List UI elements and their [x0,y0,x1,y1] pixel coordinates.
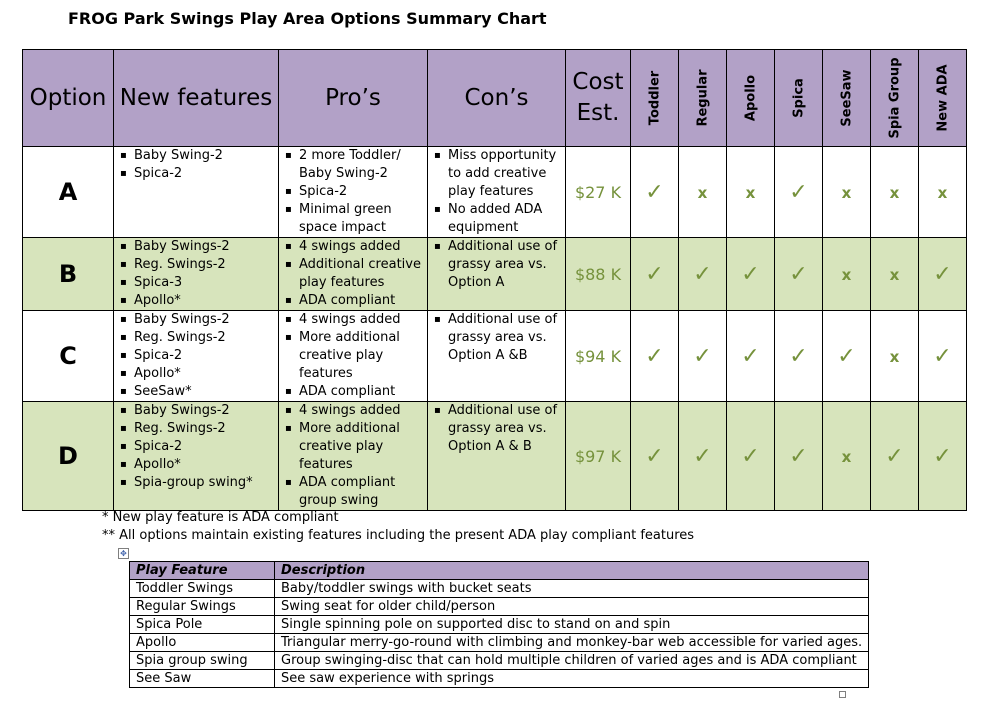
list-item: ▪ 2 more Toddler/ Baby Swing-2 [299,147,427,183]
option-row-b [23,238,967,311]
list-item: ▪ ADA compliant [299,292,427,310]
checkmark-icon: ✓ [693,443,712,469]
options-summary-table [22,49,967,511]
checkmark-icon: ✓ [693,343,712,369]
mark-seesaw [823,147,871,238]
checkmark-icon: ✓ [645,343,664,369]
cost-estimate: $27 K [566,147,631,238]
checkmark-icon: ✓ [933,261,952,287]
mark-apollo [727,238,775,311]
header-apollo: Apollo [727,50,775,147]
option-row-a [23,147,967,238]
option-label: A [23,147,114,238]
features-cell [114,311,279,402]
list-item: ▪ ADA compliant [299,383,427,401]
list-item: ▪ Baby Swings-2 [134,238,278,256]
desc-feature: Apollo [130,634,275,652]
mark-spica [775,402,823,511]
x-mark-icon: x [841,447,852,466]
table-row [130,580,869,598]
x-mark-icon: x [697,183,708,202]
x-mark-icon: x [841,265,852,284]
checkmark-icon: ✓ [789,261,808,287]
checkmark-icon: ✓ [789,179,808,205]
mark-toddler [631,311,679,402]
checkmark-icon: ✓ [885,443,904,469]
option-label: B [23,238,114,311]
mark-seesaw [823,402,871,511]
option-row-c [23,311,967,402]
features-cell [114,147,279,238]
list-item: ▪ Additional use of grassy area vs. Option A & B [448,402,565,456]
table-row [130,652,869,670]
list-item: ▪ Spica-2 [299,183,427,201]
mark-seesaw [823,238,871,311]
footnote-existing: ** All options maintain existing features including the present ADA play compliant features [102,528,695,543]
desc-feature: Spica Pole [130,616,275,634]
list-item: ▪ Spica-2 [134,347,278,365]
list-item: ▪ Spica-3 [134,274,278,292]
list-item: ▪ ADA compliant group swing [299,474,427,510]
header-new-features: New features [114,50,279,147]
mark-toddler [631,238,679,311]
desc-text: See saw experience with springs [275,670,869,688]
list-item: ▪ Spica-2 [134,438,278,456]
cost-estimate: $94 K [566,311,631,402]
checkmark-icon: ✓ [645,261,664,287]
x-mark-icon: x [937,183,948,202]
list-item: ▪ Additional use of grassy area vs. Option A [448,238,565,292]
table-row [130,634,869,652]
cost-estimate: $97 K [566,402,631,511]
mark-spia-group [871,147,919,238]
checkmark-icon: ✓ [933,343,952,369]
list-item: ▪ Additional use of grassy area vs. Option A &B [448,311,565,365]
header-spica: Spica [775,50,823,147]
cons-cell [428,402,566,511]
cons-cell [428,238,566,311]
mark-new-ada [919,238,967,311]
table-row [130,616,869,634]
mark-apollo [727,402,775,511]
mark-toddler [631,147,679,238]
desc-text: Single spinning pole on supported disc to stand on and spin [275,616,869,634]
list-item: ▪ Baby Swings-2 [134,402,278,420]
mark-spia-group [871,402,919,511]
checkmark-icon: ✓ [645,179,664,205]
mark-spia-group [871,311,919,402]
page-title: FROG Park Swings Play Area Options Summary Chart [68,9,547,28]
list-item: ▪ 4 swings added [299,402,427,420]
mark-apollo [727,147,775,238]
list-item: ▪ Reg. Swings-2 [134,329,278,347]
desc-text: Group swinging-disc that can hold multiple children of varied ages and is ADA compliant [275,652,869,670]
mark-spica [775,238,823,311]
header-option: Option [23,50,114,147]
header-pros: Pro’s [279,50,428,147]
footnotes [102,509,694,545]
table-move-handle-icon[interactable]: ✥ [118,548,129,559]
checkmark-icon: ✓ [741,261,760,287]
desc-text: Baby/toddler swings with bucket seats [275,580,869,598]
desc-header-description: Description [275,562,869,580]
mark-spica [775,147,823,238]
list-item: ▪ Reg. Swings-2 [134,256,278,274]
x-mark-icon: x [745,183,756,202]
play-feature-description-table [129,561,869,688]
header-row [23,50,967,147]
list-item: ▪ Baby Swings-2 [134,311,278,329]
list-item: ▪ No added ADA equipment [448,201,565,237]
header-cost-line1: Cost [572,69,624,95]
mark-spica [775,311,823,402]
pros-cell [279,147,428,238]
list-item: ▪ Minimal green space impact [299,201,427,237]
mark-new-ada [919,311,967,402]
x-mark-icon: x [889,183,900,202]
header-cost [566,50,631,147]
header-regular: Regular [679,50,727,147]
list-item: ▪ 4 swings added [299,238,427,256]
mark-new-ada [919,402,967,511]
x-mark-icon: x [889,347,900,366]
list-item: ▪ Apollo* [134,456,278,474]
cons-cell [428,147,566,238]
list-item: ▪ Additional creative play features [299,256,427,292]
pros-cell [279,238,428,311]
header-new-ada: New ADA [919,50,967,147]
features-cell [114,402,279,511]
checkmark-icon: ✓ [789,443,808,469]
header-toddler: Toddler [631,50,679,147]
header-cost-line2: Est. [576,100,620,126]
option-label: D [23,402,114,511]
list-item: ▪ More additional creative play features [299,329,427,383]
list-item: ▪ Apollo* [134,365,278,383]
desc-feature: Toddler Swings [130,580,275,598]
desc-feature: Regular Swings [130,598,275,616]
pros-cell [279,311,428,402]
mark-regular [679,311,727,402]
checkmark-icon: ✓ [645,443,664,469]
desc-header-feature: Play Feature [130,562,275,580]
cons-cell [428,311,566,402]
list-item: ▪ SeeSaw* [134,383,278,401]
checkmark-icon: ✓ [933,443,952,469]
list-item: ▪ Spica-2 [134,165,278,183]
list-item: ▪ More additional creative play features [299,420,427,474]
mark-regular [679,147,727,238]
list-item: ▪ Spia-group swing* [134,474,278,492]
table-row [130,598,869,616]
cost-estimate: $88 K [566,238,631,311]
header-seesaw: SeeSaw [823,50,871,147]
header-spia-group: Spia Group [871,50,919,147]
checkmark-icon: ✓ [741,443,760,469]
list-item: ▪ Miss opportunity to add creative play features [448,147,565,201]
desc-header-row [130,562,869,580]
desc-text: Triangular merry-go-round with climbing and monkey-bar web accessible for varied ages. [275,634,869,652]
features-cell [114,238,279,311]
option-label: C [23,311,114,402]
footnote-ada: * New play feature is ADA compliant [102,510,339,525]
list-item: ▪ Apollo* [134,292,278,310]
desc-text: Swing seat for older child/person [275,598,869,616]
desc-feature: See Saw [130,670,275,688]
checkmark-icon: ✓ [837,343,856,369]
mark-toddler [631,402,679,511]
mark-new-ada [919,147,967,238]
checkmark-icon: ✓ [693,261,712,287]
mark-regular [679,238,727,311]
list-item: ▪ Reg. Swings-2 [134,420,278,438]
checkmark-icon: ✓ [789,343,808,369]
header-cons: Con’s [428,50,566,147]
mark-spia-group [871,238,919,311]
table-row [130,670,869,688]
table-resize-handle[interactable] [839,691,846,698]
checkmark-icon: ✓ [741,343,760,369]
pros-cell [279,402,428,511]
x-mark-icon: x [889,265,900,284]
desc-feature: Spia group swing [130,652,275,670]
mark-regular [679,402,727,511]
mark-apollo [727,311,775,402]
x-mark-icon: x [841,183,852,202]
list-item: ▪ Baby Swing-2 [134,147,278,165]
mark-seesaw [823,311,871,402]
option-row-d [23,402,967,511]
list-item: ▪ 4 swings added [299,311,427,329]
